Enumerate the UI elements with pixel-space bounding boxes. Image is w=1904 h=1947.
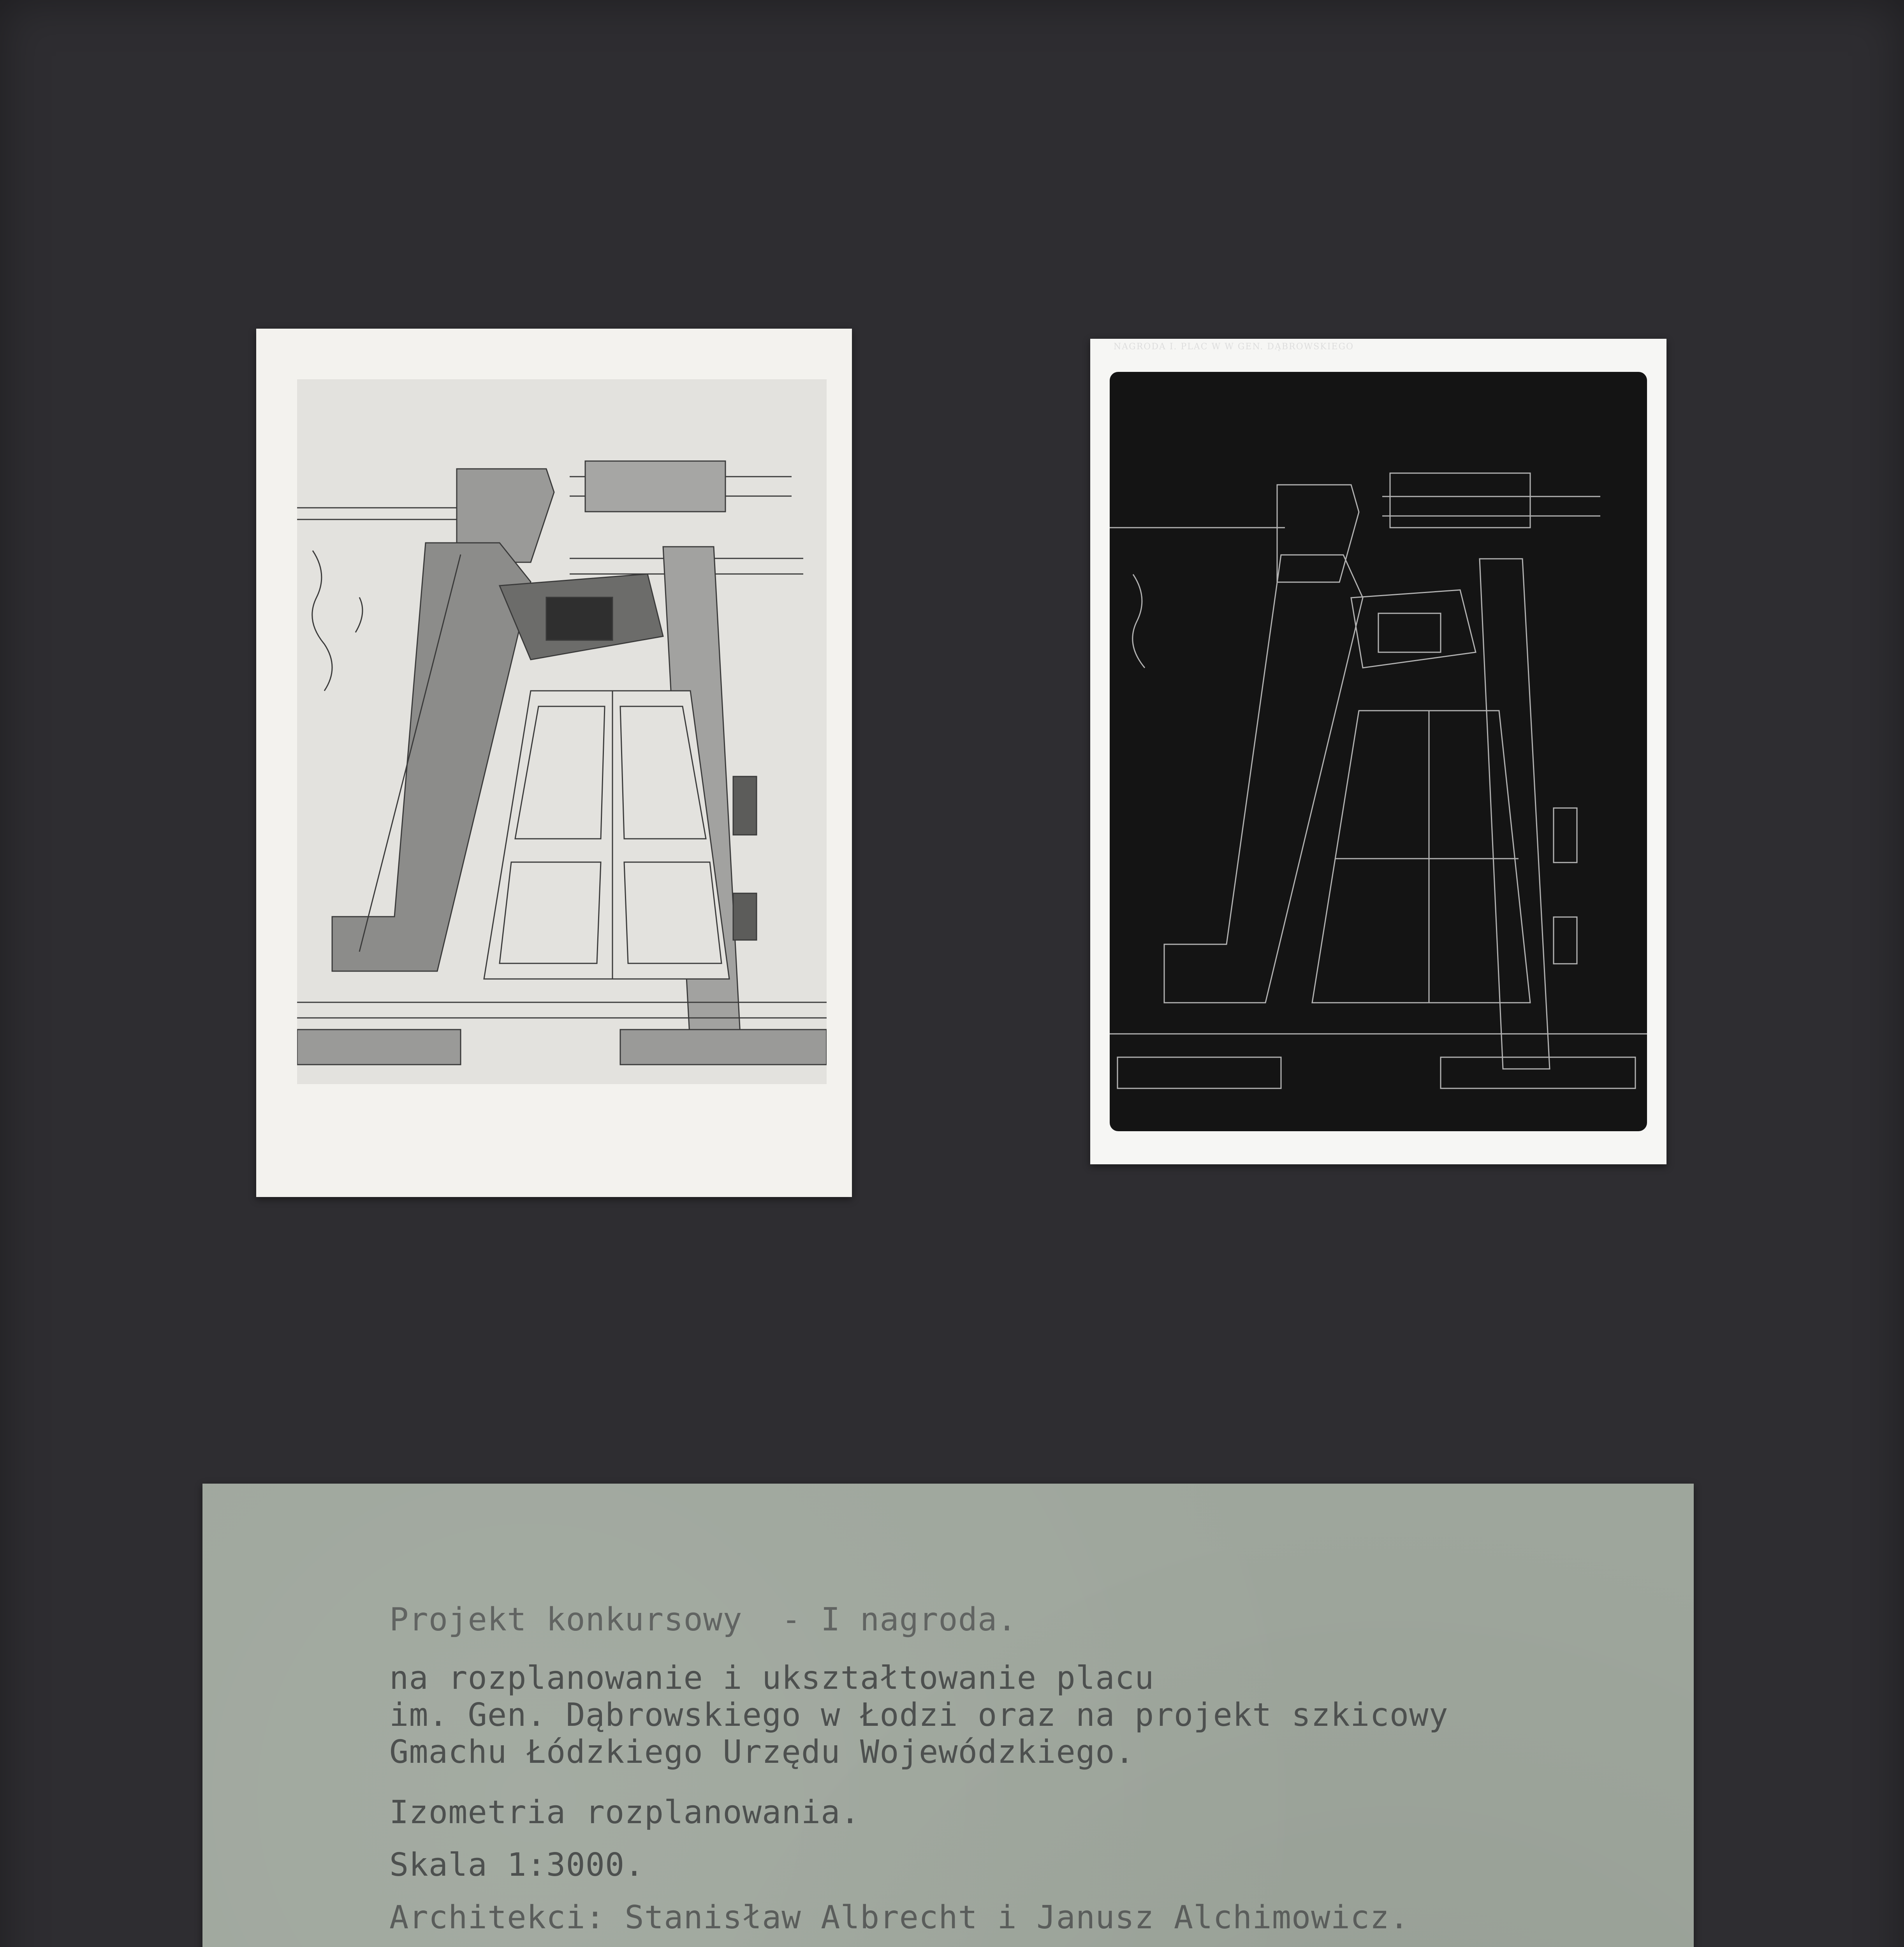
negative-caption: NAGRODA I. PLAC W W GEN. DĄBROWSKIEGO [1114,342,1354,352]
typed-line-4: Gmachu Łódzkiego Urzędu Wojewódzkiego. [389,1734,1135,1771]
isometric-plan-drawing [297,379,827,1084]
plan-illustration [297,379,827,1084]
negative-plan-drawing [1110,372,1647,1131]
typed-line-5: Izometria rozplanowania. [389,1794,860,1831]
typed-line-scale: Skala 1:3000. [389,1847,644,1884]
negative-plan-illustration [1110,372,1647,1131]
typed-line-title: Projekt konkursowy - I nagroda. [389,1601,1017,1638]
photo-negative-print [1090,339,1666,1164]
typed-line-2: na rozplanowanie i ukształtowanie placu [389,1660,1154,1697]
envelope-card [202,1484,1694,1947]
typed-line-3: im. Gen. Dąbrowskiego w Łodzi oraz na projekt szkicowy [389,1697,1448,1734]
photo-positive-print [256,329,852,1197]
typed-line-architects: Architekci: Stanisław Albrecht i Janusz Alchimowicz. [389,1899,1410,1936]
